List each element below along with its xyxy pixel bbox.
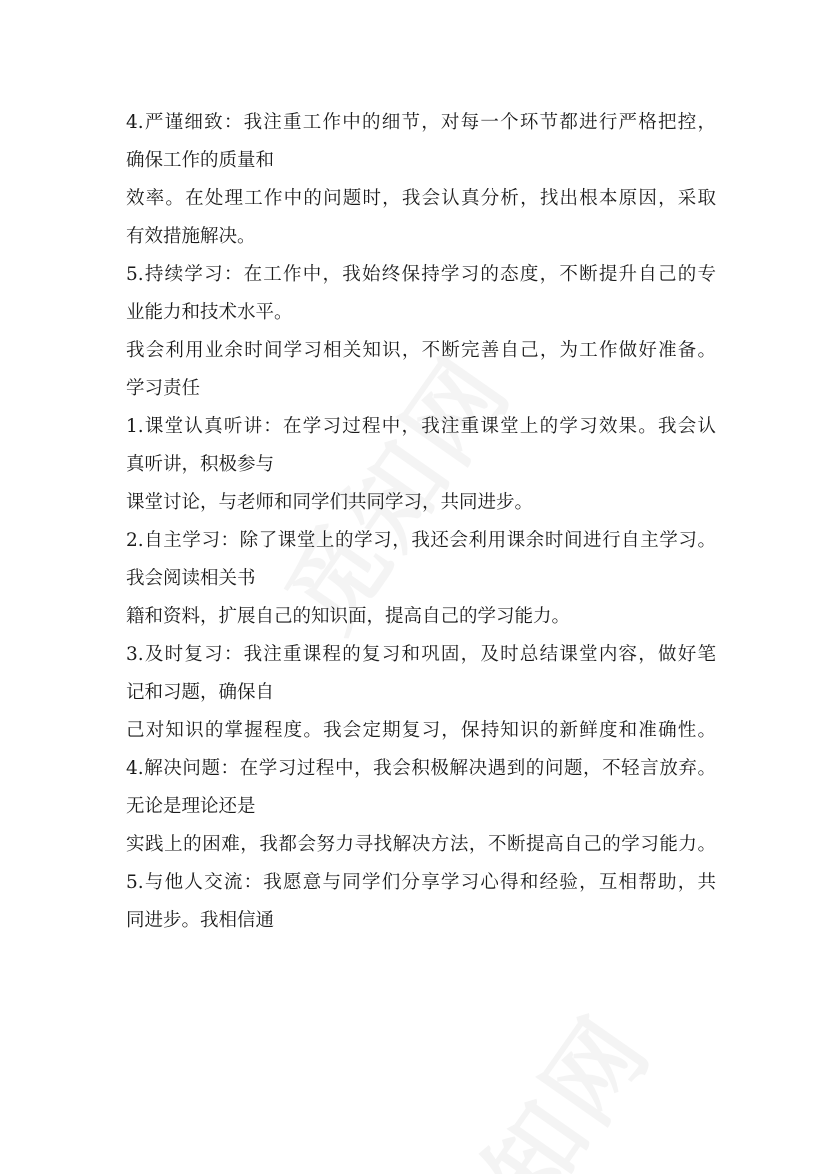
- text-line: 无论是理论还是: [126, 796, 256, 817]
- text-line: 确保工作的质量和: [126, 150, 275, 171]
- text-line: 5.持续学习：在工作中，我始终保持学习的态度，不断提升自己的专: [126, 264, 716, 285]
- text-line: 4.严谨细致：我注重工作中的细节，对每一个环节都进行严格把控，: [126, 112, 716, 133]
- text-line: 2.自主学习：除了课堂上的学习，我还会利用课余时间进行自主学习。: [126, 530, 716, 551]
- text-line: 课堂讨论，与老师和同学们共同学习，共同进步。: [126, 492, 534, 513]
- text-line: 效率。在处理工作中的问题时，我会认真分析，找出根本原因，采取: [126, 188, 716, 209]
- text-line: 己对知识的掌握程度。我会定期复习，保持知识的新鲜度和准确性。: [126, 720, 716, 741]
- text-line: 籍和资料，扩展自己的知识面，提高自己的学习能力。: [126, 606, 571, 627]
- text-line: 业能力和技术水平。: [126, 302, 293, 323]
- text-line: 实践上的困难，我都会努力寻找解决方法，不断提高自己的学习能力。: [126, 834, 716, 855]
- text-line: 记和习题，确保自: [126, 682, 275, 703]
- text-line: 5.与他人交流：我愿意与同学们分享学习心得和经验，互相帮助，共: [126, 872, 716, 893]
- text-line: 我会利用业余时间学习相关知识，不断完善自己，为工作做好准备。: [126, 340, 716, 361]
- text-line: 同进步。我相信通: [126, 910, 275, 931]
- text-line: 4.解决问题：在学习过程中，我会积极解决遇到的问题，不轻言放弃。: [126, 758, 716, 779]
- watermark-logo: [389, 984, 677, 1174]
- text-line: 有效措施解决。: [126, 226, 256, 247]
- text-line: 我会阅读相关书: [126, 568, 256, 589]
- text-line: 真听讲，积极参与: [126, 454, 275, 475]
- text-line: 3.及时复习：我注重课程的复习和巩固，及时总结课堂内容，做好笔: [126, 644, 716, 665]
- section-heading: 学习责任: [126, 378, 201, 399]
- text-line: 1.课堂认真听讲：在学习过程中，我注重课堂上的学习效果。我会认: [126, 416, 716, 437]
- document-body: [126, 104, 716, 940]
